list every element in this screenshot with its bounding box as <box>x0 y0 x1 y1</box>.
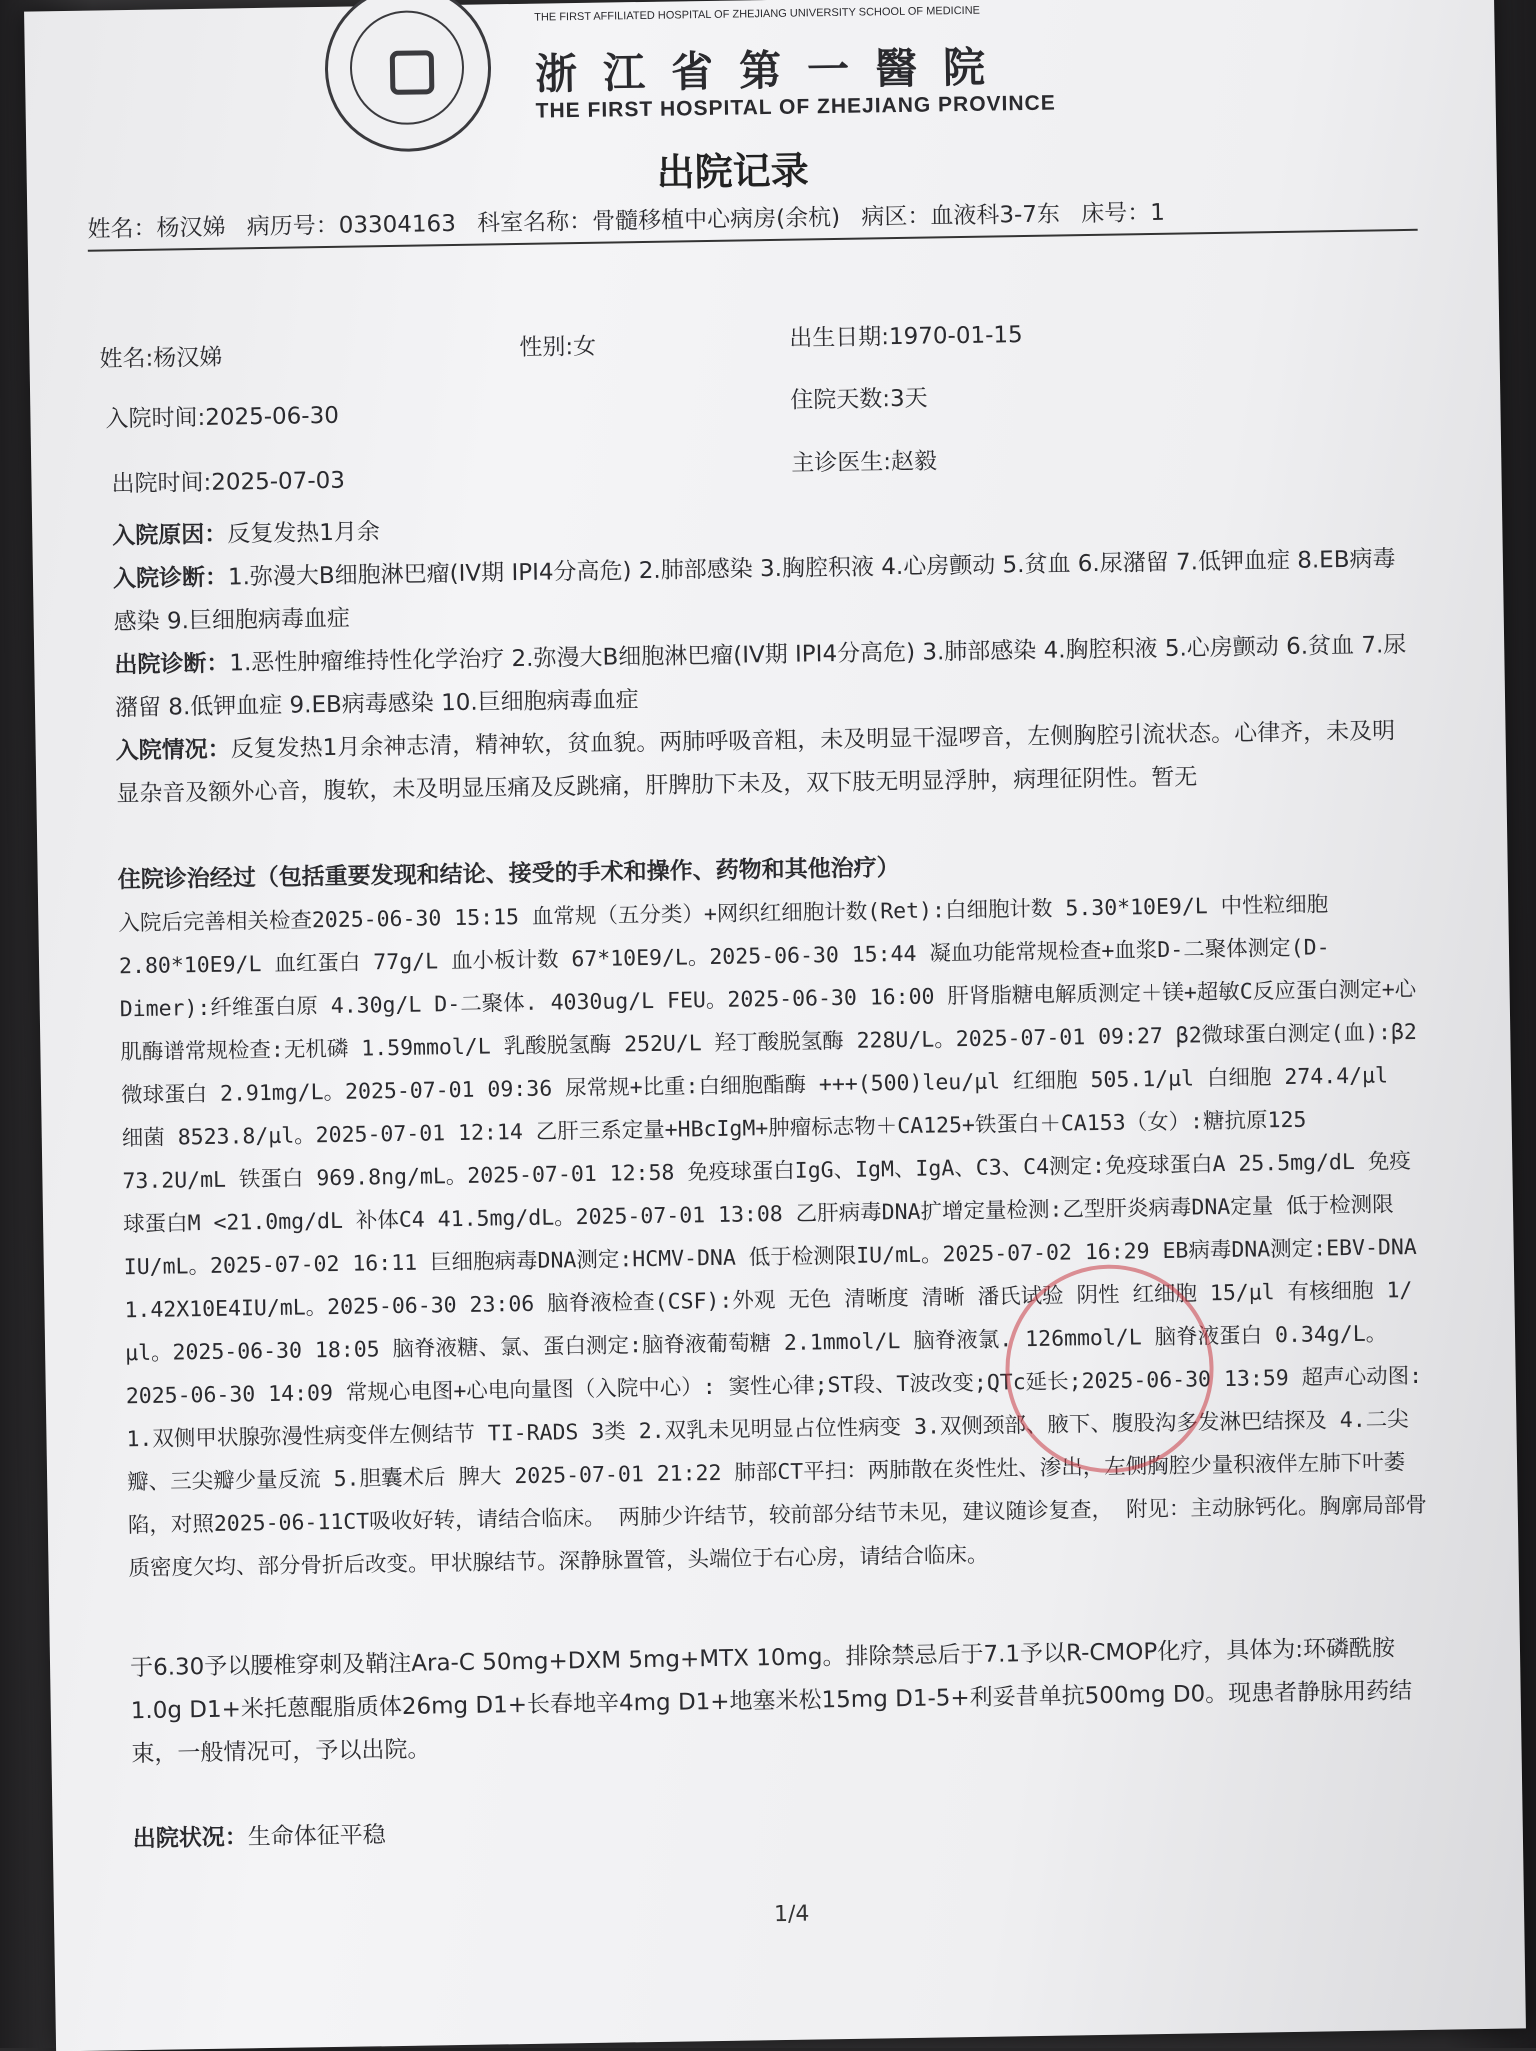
field-birth: 出生日期:1970-01-15 <box>789 322 1023 352</box>
hospital-name-cn: 浙江省第一醫院 <box>534 42 1012 99</box>
admit-reason-label: 入院原因： <box>112 521 228 550</box>
header-name: 姓名：杨汉娣 <box>87 214 226 243</box>
field-days: 住院天数:3天 <box>790 385 928 414</box>
header-dept: 科室名称：骨髓移植中心病房(余杭) <box>476 204 841 237</box>
treatment-text: 于6.30予以腰椎穿刺及鞘注Ara-C 50mg+DXM 5mg+MTX 10mg。排除禁忌后于7.1予以R-CMOP化疗，具体为:环磷酰胺1.0g D1+米托蒽醌脂质体26mg D1+长春地辛4mg D1+地塞米松15mg D1-5+利妥昔单抗500mg D0。现患者静脉用药结束，一般情况可，予以出院。 <box>129 1635 1413 1768</box>
discharge-diagnosis-text: 1.恶性肿瘤维持性化学治疗 2.弥漫大B细胞淋巴瘤(IV期 IPI4分高危) 3.肺部感染 4.胸腔积液 5.心房颤动 6.贫血 7.尿潴留 8.低钾血症 9.EB病毒感染 10.巨细胞病毒血症 <box>114 632 1407 722</box>
discharge-diagnosis-label: 出院诊断： <box>114 650 230 679</box>
course-label: 住院诊治经过（包括重要发现和结论、接受的手术和操作、药物和其他治疗） <box>117 855 900 894</box>
discharge-status-text: 生命体征平稳 <box>247 1822 386 1851</box>
page-number: 1/4 <box>773 1901 810 1928</box>
admit-status-label: 入院情况： <box>115 736 231 765</box>
admit-status-text: 反复发热1月余神志清，精神软，贫血貌。两肺呼吸音粗，未及明显干湿啰音，左侧胸腔引流状态。心律齐，未及明显杂音及额外心音，腹软，未及明显压痛及反跳痛，肝脾肋下未及，双下肢无明显浮肿，病理征阴性。暂无 <box>116 718 1396 808</box>
admit-diagnosis-text: 1.弥漫大B细胞淋巴瘤(IV期 IPI4分高危) 2.肺部感染 3.胸腔积液 4.心房颤动 5.贫血 6.尿潴留 7.低钾血症 8.EB病毒感染 9.巨细胞病毒血症 <box>113 546 1396 636</box>
field-name: 姓名:杨汉娣 <box>99 344 223 373</box>
admit-diagnosis-label: 入院诊断： <box>112 564 229 593</box>
discharge-status <box>132 1798 1433 1861</box>
header-record-no: 病历号：03304163 <box>246 210 457 241</box>
header-ward: 病区：血液科3-7东 <box>861 201 1061 231</box>
admit-reason-text: 反复发热1月余 <box>227 519 381 548</box>
hospital-affiliation: THE FIRST AFFILIATED HOSPITAL OF ZHEJIANG UNIVERSITY SCHOOL OF MEDICINE <box>534 4 981 24</box>
field-admit-time: 入院时间:2025-06-30 <box>105 402 340 433</box>
patient-header <box>87 190 1417 252</box>
header-bed: 床号：1 <box>1081 199 1166 228</box>
hospital-name-en: THE FIRST HOSPITAL OF ZHEJIANG PROVINCE <box>535 91 1056 123</box>
field-gender: 性别:女 <box>519 333 597 361</box>
document-title: 出院记录 <box>656 148 810 195</box>
discharge-status-label: 出院状况： <box>132 1824 248 1853</box>
hospital-logo-icon <box>324 0 493 153</box>
document-page <box>24 0 1526 2051</box>
field-doctor: 主诊医生:赵毅 <box>791 448 938 477</box>
course-text: 入院后完善相关检查2025-06-30 15:15 血常规（五分类）+网织红细胞计数(Ret):白细胞计数 5.30*10E9/L 中性粒细胞 2.80*10E9/L 血红蛋白 77g/L 血小板计数 67*10E9/L。2025-06-30 15:44 凝血功能常规检查+血浆D-二聚体测定(D-Dimer):纤维蛋白原 4.30g/L D-二聚体. 4030ug/L FEU。2025-06-30 16:00 肝肾脂糖电解质测定＋镁+超敏C反应蛋白测定+心肌酶谱常规检查:无机磷 1.59mmol/L 乳酸脱氢酶 252U/L 羟丁酸脱氢酶 228U/L。2025-07-01 09:27 β2微球蛋白测定(血):β2微球蛋白 2.91mg/L。2025-07-01 09:36 尿常规+比重:白细胞酯酶 +++(500)leu/μl 红细胞 505.1/μl 白细胞 274.4/μl 细菌 8523.8/μl。2025-07-01 12:14 乙肝三系定量+HBcIgM+肿瘤标志物＋CA125+铁蛋白＋CA153（女）:糖抗原125 73.2U/mL 铁蛋白 969.8ng/mL。2025-07-01 12:58 免疫球蛋白IgG、IgM、IgA、C3、C4测定:免疫球蛋白A 25.5mg/dL 免疫球蛋白M <21.0mg/dL 补体C4 41.5mg/dL。2025-07-01 13:08 乙肝病毒DNA扩增定量检测:乙型肝炎病毒DNA定量 低于检测限IU/mL。2025-07-02 16:11 巨细胞病毒DNA测定:HCMV-DNA 低于检测限IU/mL。2025-07-02 16:29 EB病毒DNA测定:EBV-DNA 1.42X10E4IU/mL。2025-06-30 23:06 脑脊液检查(CSF):外观 无色 清晰度 清晰 潘氏试验 阴性 红细胞 15/μl 有核细胞 1/μl。2025-06-30 18:05 脑脊液糖、氯、蛋白测定:脑脊液葡萄糖 2.1mmol/L 脑脊液氯. 126mmol/L 脑脊液蛋白 0.34g/L。2025-06-30 14:09 常规心电图+心电向量图（入院中心）: 窦性心律;ST段、T波改变;QTc延长;2025-06-30 13:59 超声心动图: 1.双侧甲状腺弥漫性病变伴左侧结节 TI-RADS 3类 2.双乳未见明显占位性病变 3.双侧颈部、腋下、腹股沟多发淋巴结探及 4.二尖瓣、三尖瓣少量反流 5.胆囊术后 脾大 2025-07-01 21:22 肺部CT平扫：两肺散在炎性灶、渗出，左侧胸腔少量积液伴左肺下叶萎陷，对照2025-06-11CT吸收好转，请结合临床。 两肺少许结节，较前部分结节未见，建议随诊复查， 附见：主动脉钙化。胸廓局部骨质密度欠均、部分骨折后改变。甲状腺结节。深静脉置管，头端位于右心房，请结合临床。 <box>118 892 1428 1582</box>
field-discharge-time: 出院时间:2025-07-03 <box>111 467 346 498</box>
